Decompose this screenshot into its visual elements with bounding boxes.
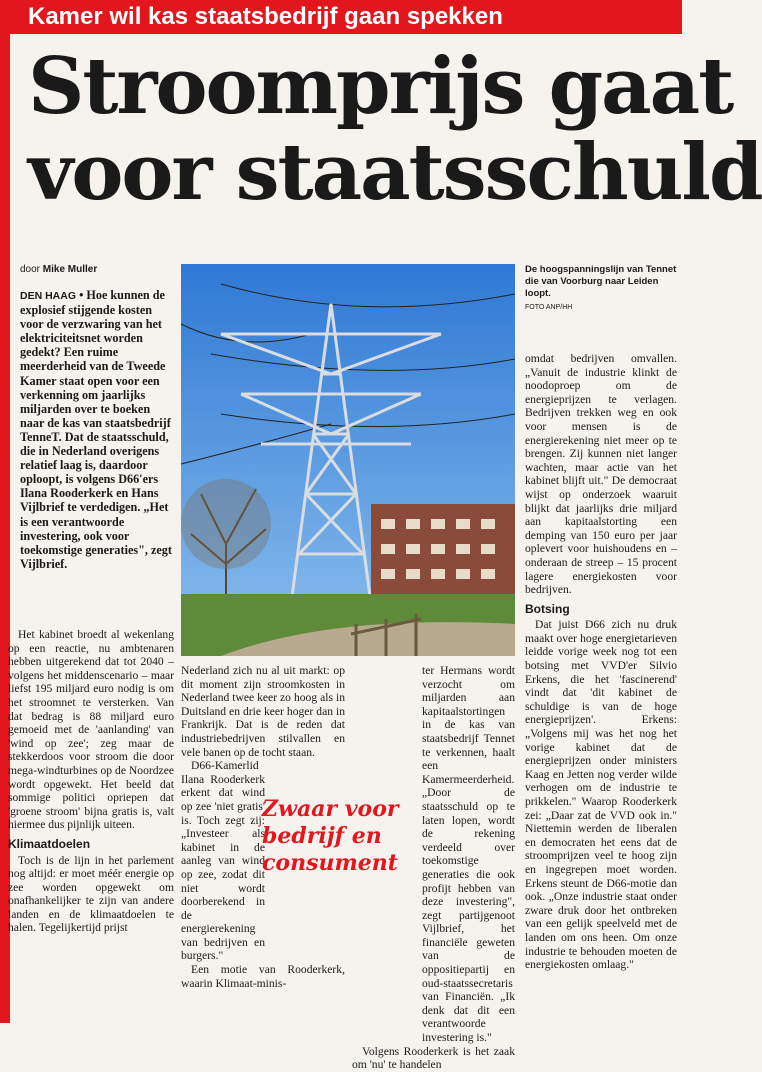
pull-quote [262, 796, 422, 877]
kicker-banner: Kamer wil kas staatsbedrijf gaan spekken [10, 0, 682, 34]
headline-line-2: voor staatsschuld [28, 127, 762, 218]
photo-caption-text: De hoogspanningslijn van Tennet die van Voorburg naar Leiden loopt. [525, 264, 677, 299]
subheading-botsing: Botsing [525, 601, 570, 616]
lead-text: • Hoe kunnen de explosief stijgende kosten voor de verzwaring van het elektriciteitsnet worden gedekt? Een ruime meerderheid van de Tweede Kamer staat open voor een verkenning om jaarlijks miljarden over te boeken naar de kas van staatsbedrijf TenneT. Dat de staatsschuld, die in Nederland overigens relatief laag is, daardoor oploopt, is volgens D66'ers Ilana Rooderkerk en Hans Vijlbrief te verdedigen. „Het is een verantwoorde investering, ook voor toekomstige generaties", zegt Vijlbrief. [20, 288, 172, 571]
pull-quote-line-2: bedrijf en [262, 823, 382, 849]
photo-credit: FOTO ANP/HH [525, 304, 573, 311]
byline [20, 264, 97, 275]
dateline: DEN HAAG [20, 290, 77, 302]
column-4-paragraph-1: omdat bedrijven omvallen. „Vanuit de industrie klinkt de noodoproep om de energieprijzen te verlagen. Bedrijven trekken weg en ook voor mensen is de energierekening niet meer op te brengen. Zij kunnen niet langer wachten, maar actie van het kabinet blijft uit." De democraat wijst op onderzoek waaruit blijkt dat jaarlijks drie miljard aan kapitaalstorting een demping van 150 euro per jaar oplevert voor huishoudens en – onderaan de streep – 15 procent lagere energiekosten voor bedrijven. [525, 352, 677, 597]
column-1 [8, 628, 174, 935]
column-2-paragraph-1: Nederland zich nu al uit markt: op dit moment zijn stroomkosten in Nederland twee keer zo hoog als in Duitsland en drie keer hoger dan in Frankrijk. Dat is de reden dat industriebedrijven stilvallen en vele banen op de tocht staan. [181, 664, 345, 759]
pull-quote-line-1: Zwaar voor [262, 796, 399, 822]
column-1-paragraph-1: Het kabinet broedt al wekenlang op een reactie, nu ambtenaren hebben uitgerekend dat tot 2040 – volgens het middenscenario – maar liefst 195 miljard euro nodig is om het stroomnet te versterken. Van dat bedrag is 88 miljard euro gemoeid met de 'aanlanding' van 'wind op zee'; zeg maar de stekkerdoos voor stroom die door mega-windturbines op de Noordzee wordt opgewekt. Het beeld dat sommige politici opriepen dat 'groene stroom' bijna gratis is, valt hiermee dus pijnlijk uiteen. [8, 628, 174, 832]
byline-author: Mike Muller [42, 264, 98, 275]
byline-prefix: door [20, 264, 41, 275]
photo-caption [525, 264, 677, 314]
column-1-paragraph-2: Toch is de lijn in het parlement nog altijd: er moet méér energie op zee worden opgewekt om onafhankelijker te zijn van andere landen en de klimaatdoelen te halen. Tegelijkertijd prijst [8, 853, 174, 935]
headline [28, 41, 762, 218]
column-4-paragraph-2: Dat juist D66 zich nu druk maakt over hoge energietarieven leidde vorige week nog tot een botsing met VVD'er Silvio Erkens, die het 'fascinerend' vindt dat 'dit kabinet de schuldige is van de hoge energieprijzen'. Erkens: „Volgens mij was het nog het vorige kabinet dat de energieprijzen onder ministers Kaag en Jetten nog verder wilde verhogen om de industrie te prikkelen." Waarop Rooderkerk zei: „Daar zat de VVD ook in." Niettemin werden de liberalen en democraten het eens dat de stroomprijzen veel te hoog zijn en ingegrepen moet worden. Erkens steunt de D66-motie dan ook. „Onze industrie staat onder zware druk door het ontbreken van een gelijk speelveld met de landen om ons heen. Om onze industrie te behouden moeten de energiekosten omlaag." [525, 618, 677, 972]
column-3-paragraph-2: Volgens Rooderkerk is het zaak om 'nu' te handelen [352, 1044, 515, 1072]
column-2-paragraph-3: Een motie van Rooderkerk, waarin Klimaat-minis- [181, 963, 345, 990]
lead-paragraph [20, 288, 172, 571]
news-photo [181, 264, 515, 656]
column-4 [525, 352, 677, 972]
pull-quote-line-3: consument [262, 850, 398, 876]
headline-line-1: Stroomprijs gaat [28, 41, 733, 132]
column-2-paragraph-2: D66-Kamerlid Ilana Rooderkerk erkent dat wind op zee 'niet gratis' is. Toch zegt zij: „Investeer als kabinet in de aanleg van wind op zee, zodat dit niet wordt doorberekend in de energierekening van bedrijven en burgers." [181, 759, 265, 963]
column-3-paragraph-1: ter Hermans wordt verzocht om miljarden aan kapitaalstortingen in de kas van staatsbedrijf Tennet te verkennen, haalt een Kamermeerderheid. „Door de staatsschuld op te laten lopen, wordt de rekening verdeeld over toekomstige generaties die ook profijt hebben van deze investering", zegt partijgenoot Vijlbrief, het financiële geweten van de oppositiepartij en oud-staatssecretaris van Financiën. „Ik denk dat dit een verantwoorde investering is." [422, 664, 515, 1045]
power-pylon-illustration [181, 264, 515, 656]
subheading-klimaatdoelen: Klimaatdoelen [8, 836, 91, 851]
